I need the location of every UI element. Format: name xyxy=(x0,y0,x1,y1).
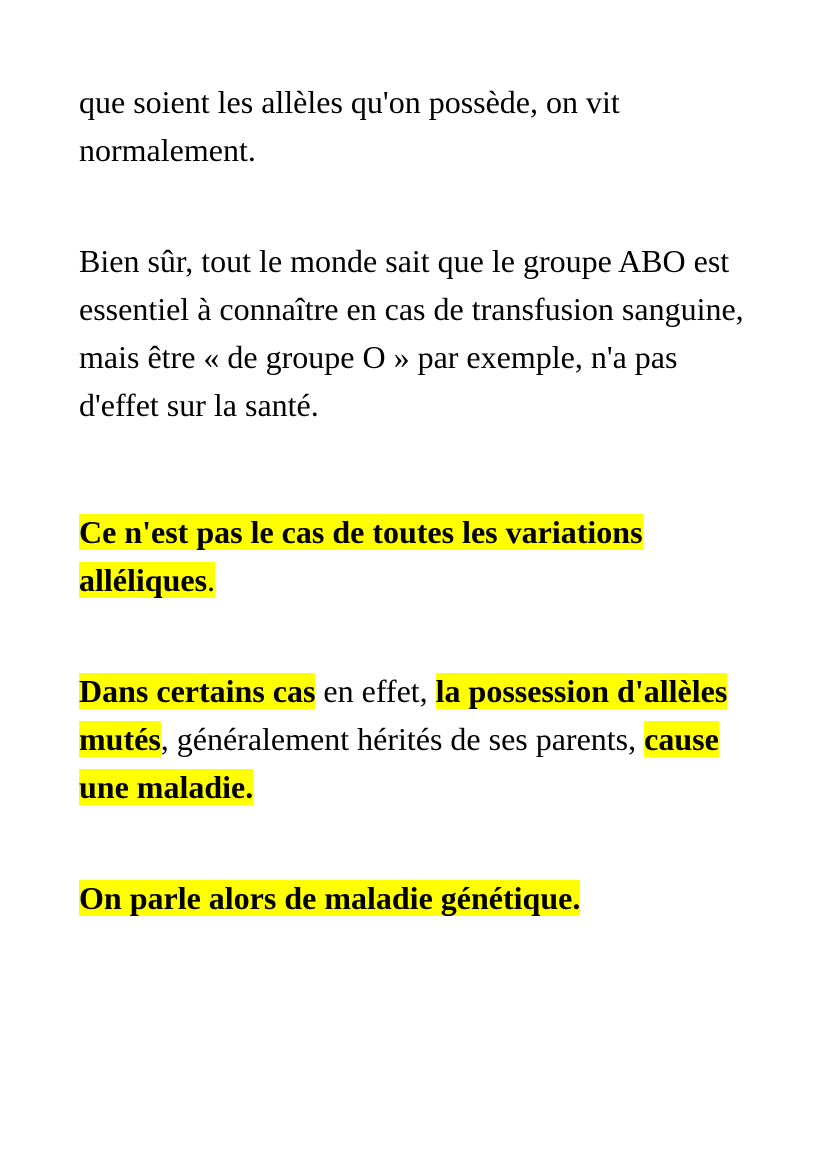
paragraph-normal-life: que soient les allèles qu'on possède, on vit normalement. xyxy=(79,84,620,168)
highlighted-text: . xyxy=(207,562,216,598)
paragraph-allelic-variations xyxy=(79,508,759,604)
plain-text: , généralement hérités de ses parents, xyxy=(160,721,645,757)
highlighted-bold-text: On parle alors de maladie génétique. xyxy=(79,880,581,916)
document-page xyxy=(79,78,759,922)
paragraph-mutated-alleles xyxy=(79,667,759,811)
paragraph-genetic-disease xyxy=(79,874,759,922)
highlighted-bold-text: la possession d'allèles mutés xyxy=(79,673,728,757)
highlighted-bold-text: Ce n'est pas le cas de toutes les variations alléliques xyxy=(79,514,643,598)
highlighted-bold-text: cause une maladie. xyxy=(79,721,719,805)
highlighted-bold-text: Dans certains cas xyxy=(79,673,316,709)
paragraph-abo-group: Bien sûr, tout le monde sait que le groupe ABO est essentiel à connaître en cas de transfusion sanguine, mais être « de groupe O » par exemple, n'a pas d'effet sur la santé. xyxy=(79,243,744,423)
plain-text: en effet, xyxy=(315,673,436,709)
